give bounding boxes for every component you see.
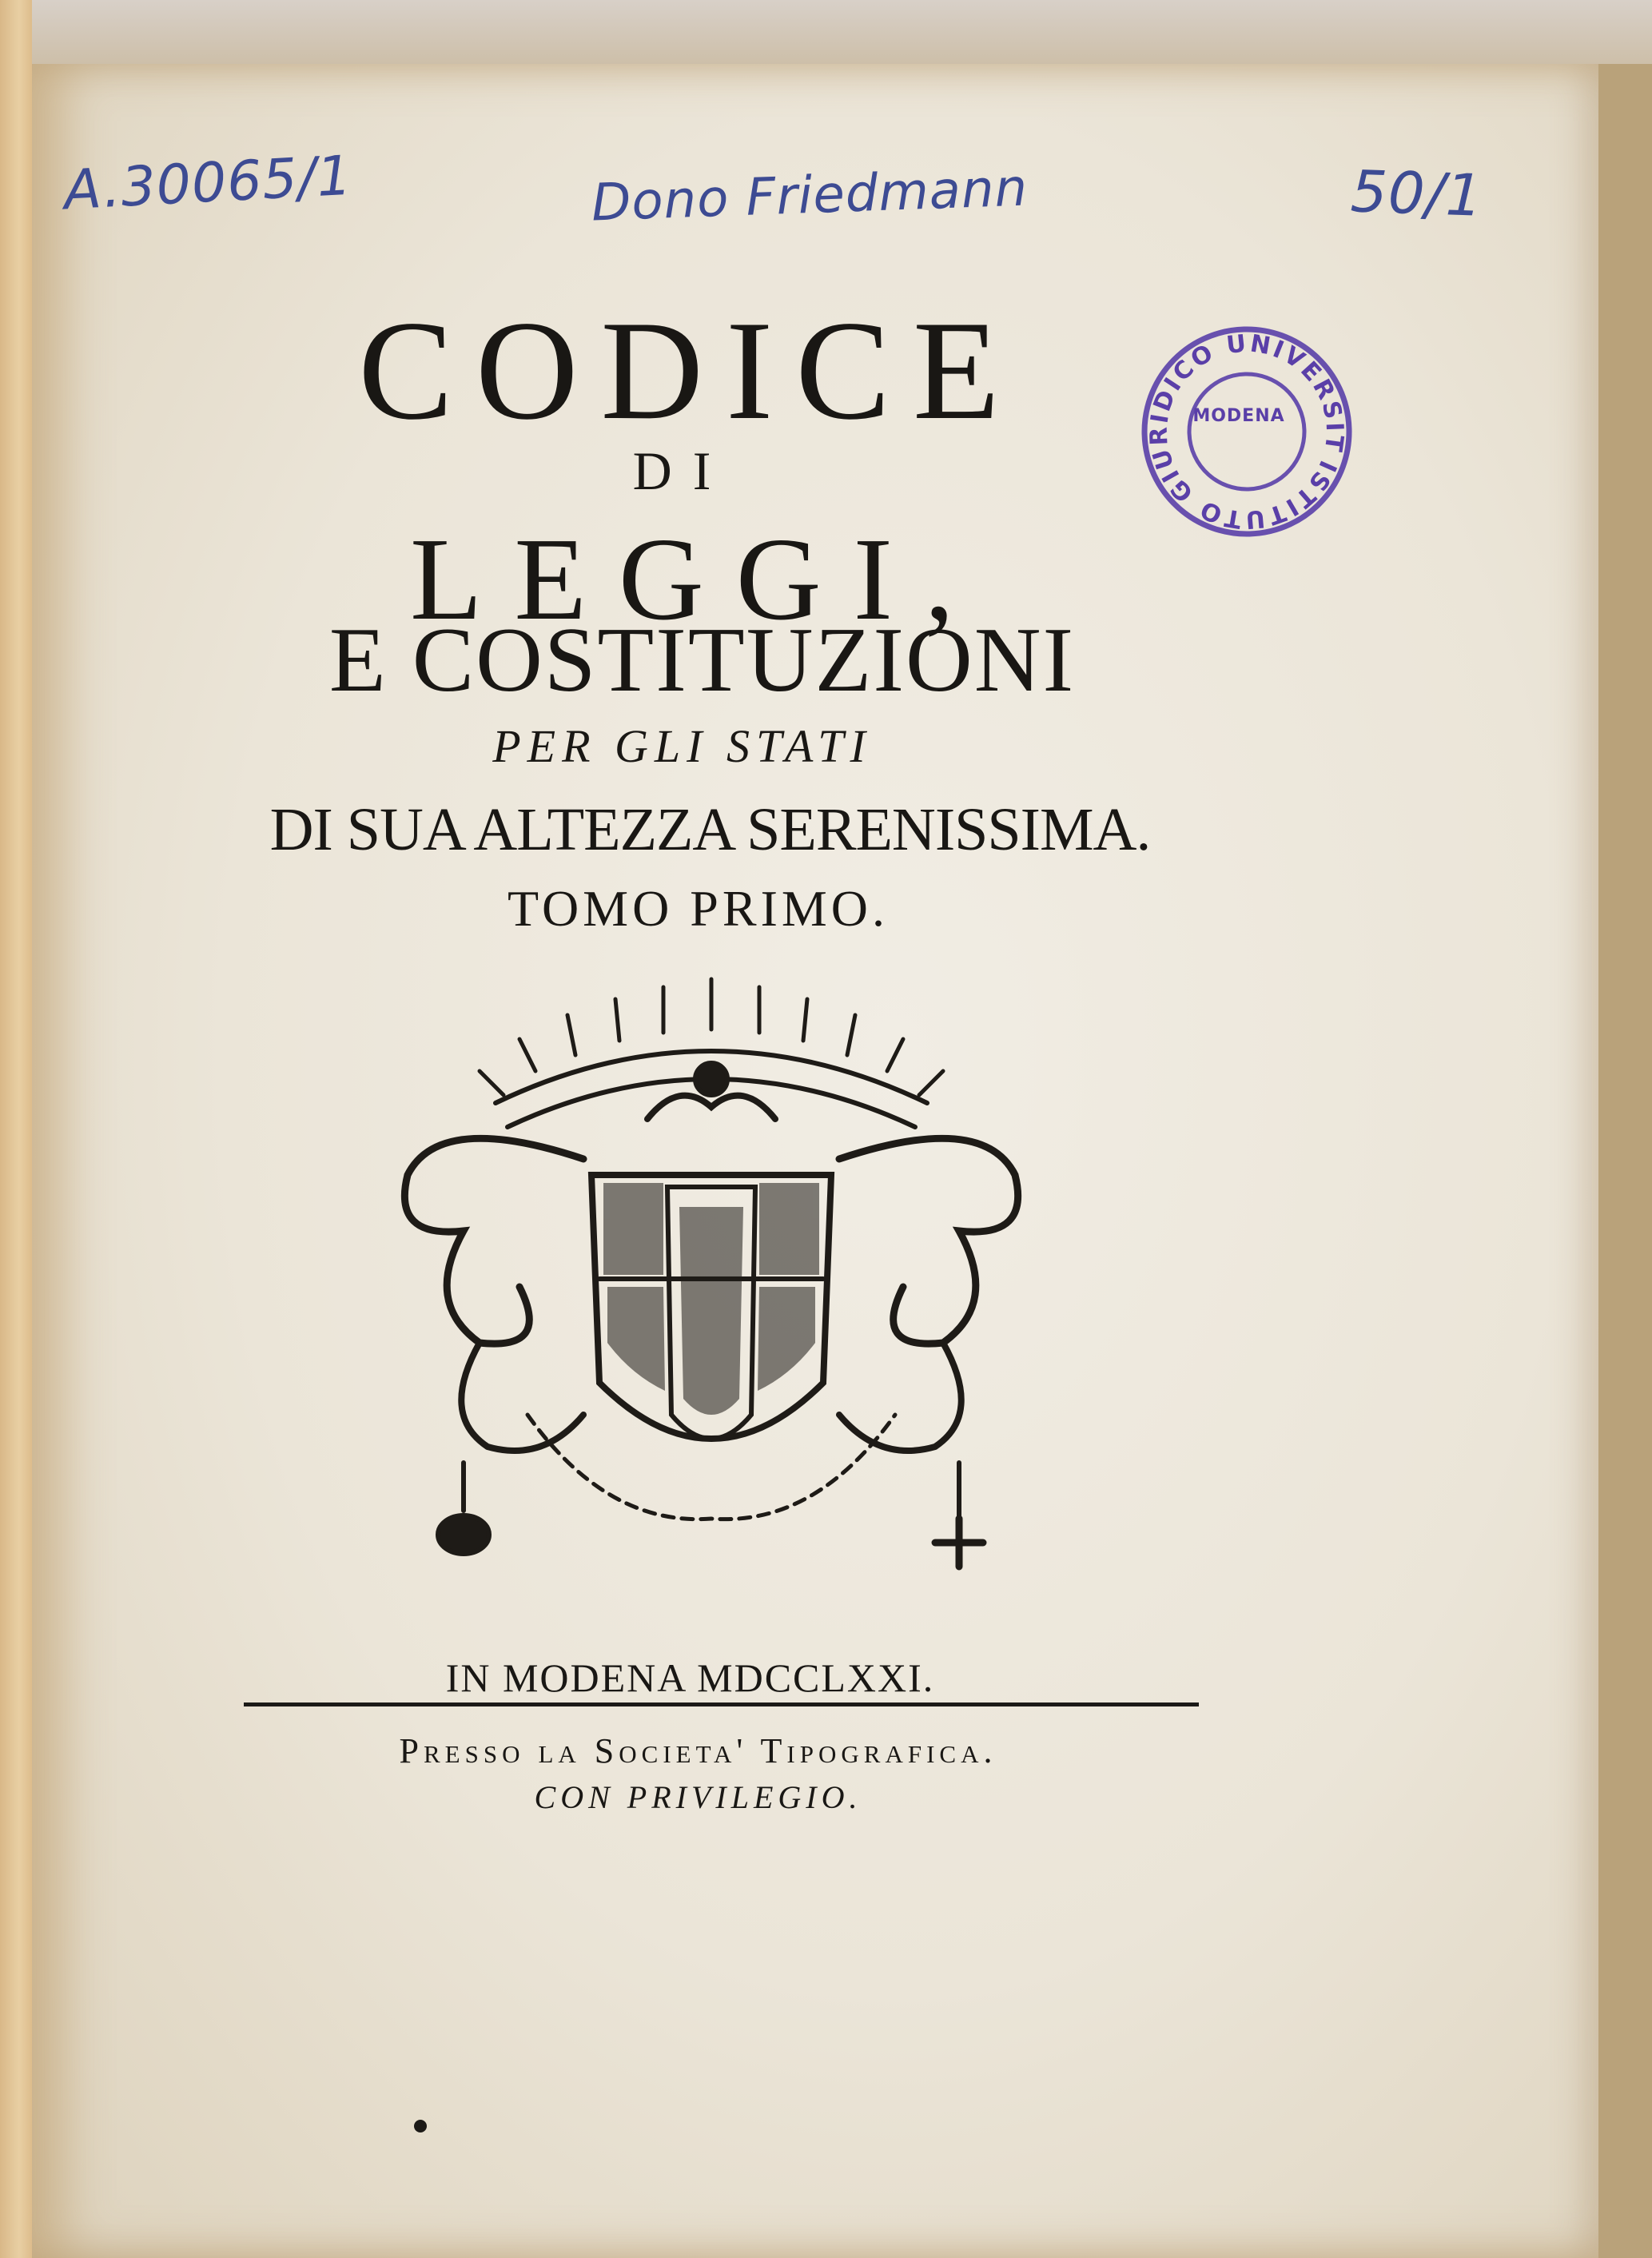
stamp-ring-text: ISTITUTO GIURIDICO UNIVERSITÀ <box>1144 329 1349 534</box>
title-line-costituzioni: E COSTITUZIONI <box>328 609 1076 711</box>
imprint-privilege: CON PRIVILEGIO. <box>534 1779 862 1815</box>
title-line-tomo: TOMO PRIMO. <box>508 880 889 937</box>
imprint-rule <box>244 1702 1199 1706</box>
ink-dot <box>414 2120 427 2133</box>
title-line-leggi: LEGGI, <box>410 514 986 645</box>
imprint-publisher: Presso la Societa' Tipografica. <box>399 1731 997 1770</box>
handwritten-number: 50/1 <box>1349 157 1485 229</box>
title-line-codice: CODICE <box>358 291 1022 449</box>
title-line-di: DI <box>632 440 732 501</box>
imprint-place-date: IN MODENA MDCCLXXI. <box>445 1655 935 1700</box>
title-line-altezza: DI SUA ALTEZZA SERENISSIMA. <box>269 796 1151 863</box>
stamp-center-text: MODENA <box>1192 406 1285 426</box>
title-line-per-gli-stati: PER GLI STATI <box>492 720 872 772</box>
coat-of-arms-engraving <box>344 967 1079 1607</box>
handwritten-shelfmark: A.30065/1 <box>62 144 354 223</box>
handwritten-donor-note: Dono Friedmann <box>590 158 1029 233</box>
book-top-edge <box>32 0 1652 64</box>
